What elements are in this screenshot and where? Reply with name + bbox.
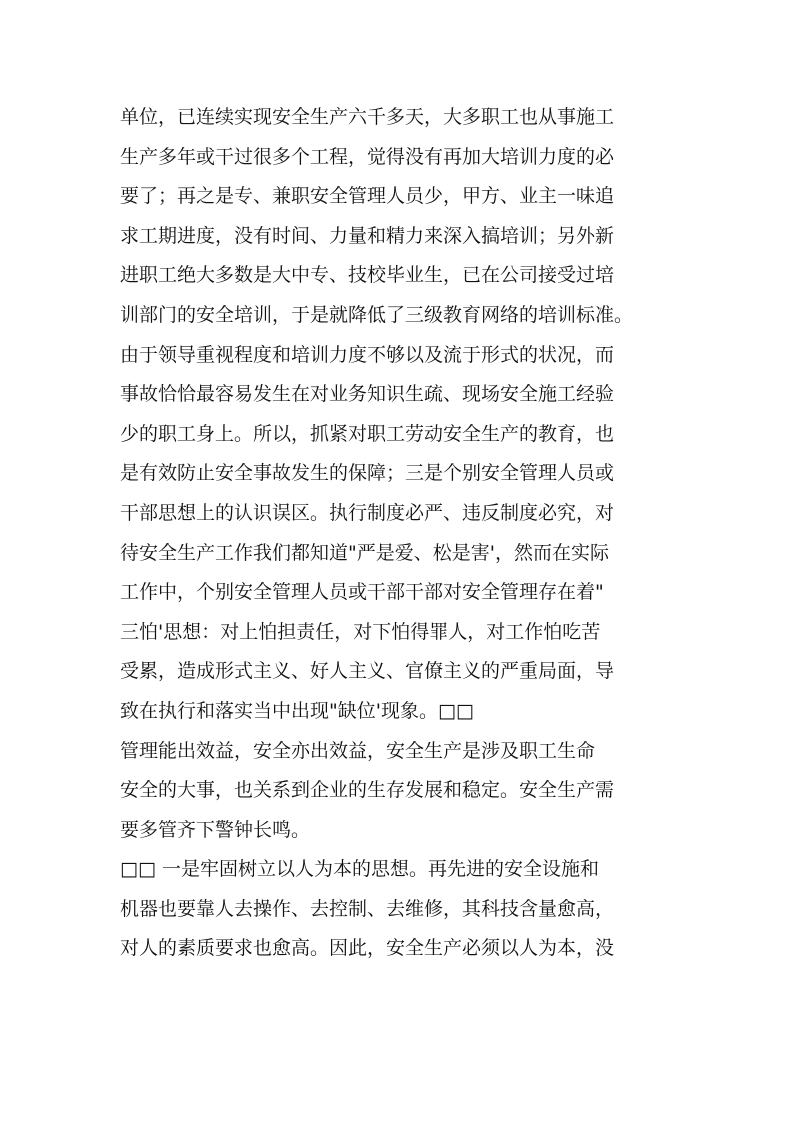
text-line: 求工期进度，没有时间、力量和精力来深入搞培训；另外新	[120, 224, 615, 247]
text-line: 三怕'思想：对上怕担责任，对下怕得罪人，对工作怕吃苦	[120, 620, 601, 643]
text-line: 机器也要靠人去操作、去控制、去维修，其科技含量愈高，	[120, 897, 615, 920]
text-line: 致在执行和落实当中出现"缺位'现象。□□	[120, 699, 474, 722]
text-line: 是有效防止安全事故发生的保障；三是个别安全管理人员或	[120, 462, 615, 485]
text-line: 安全的大事，也关系到企业的生存发展和稳定。安全生产需	[120, 779, 615, 802]
text-line: 工作中，个别安全管理人员或干部干部对安全管理存在着"	[120, 581, 604, 604]
body-text	[120, 98, 686, 969]
text-line: 单位，已连续实现安全生产六千多天，大多职工也从事施工	[120, 106, 615, 128]
text-line: 管理能出效益，安全亦出效益，安全生产是涉及职工生命	[120, 739, 596, 762]
text-line: 生产多年或干过很多个工程，觉得没有再加大培训力度的必	[120, 145, 615, 168]
text-line: 进职工绝大多数是大中专、技校毕业生，已在公司接受过培	[120, 264, 615, 287]
text-line: 由于领导重视程度和培训力度不够以及流于形式的状况，而	[120, 343, 615, 366]
text-line: 少的职工身上。所以，抓紧对职工劳动安全生产的教育，也	[120, 422, 615, 445]
text-line: 要多管齐下警钟长鸣。	[120, 818, 311, 841]
text-line: 受累，造成形式主义、好人主义、官僚主义的严重局面，导	[120, 660, 615, 683]
text-line: 干部思想上的认识误区。执行制度必严、违反制度必究，对	[120, 501, 615, 524]
text-line: 事故恰恰最容易发生在对业务知识生疏、现场安全施工经验	[120, 383, 615, 406]
text-line: 训部门的安全培训，于是就降低了三级教育网络的培训标准。	[120, 303, 634, 326]
text-line: 待安全生产工作我们都知道"严是爱、松是害'，然而在实际	[120, 541, 609, 564]
text-line: 对人的素质要求也愈高。因此，安全生产必须以人为本，没	[120, 937, 615, 960]
text-line: □□ 一是牢固树立以人为本的思想。再先进的安全设施和	[120, 858, 599, 881]
text-line: 要了；再之是专、兼职安全管理人员少，甲方、业主一味追	[120, 185, 615, 208]
